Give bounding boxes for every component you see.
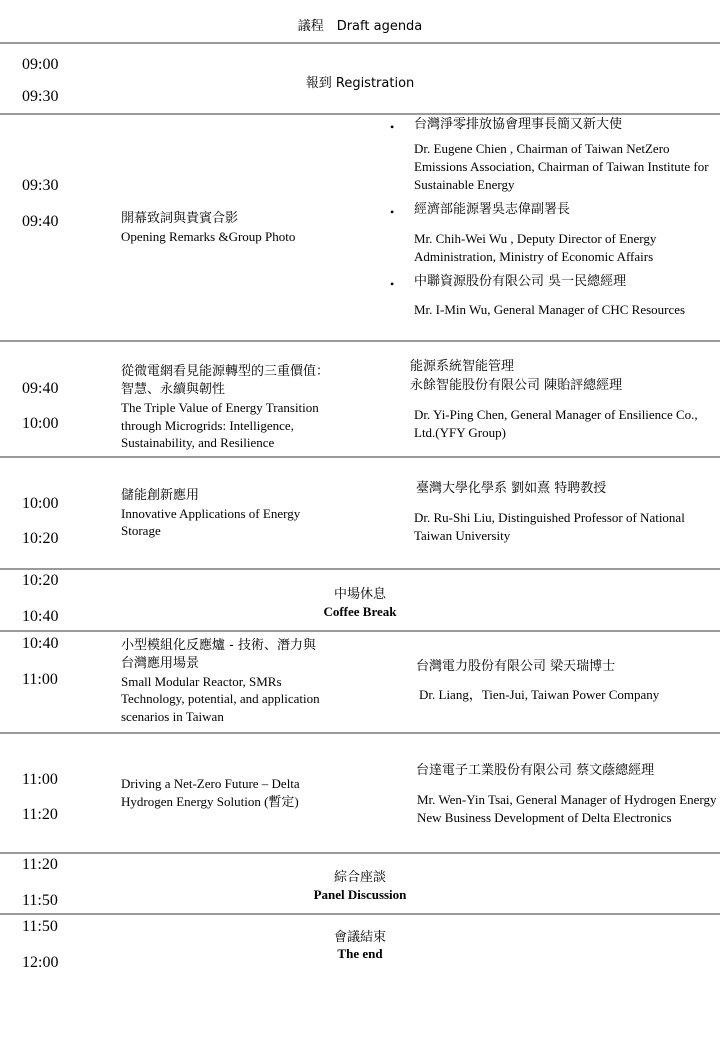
time-start: 10:40 xyxy=(22,635,59,652)
row-divider xyxy=(0,568,720,570)
time-end: 09:40 xyxy=(22,213,59,230)
speaker-name: 台達電子工業股份有限公司 蔡文蔭總經理 xyxy=(416,763,655,778)
session-title-zh: 中場休息 xyxy=(333,587,386,602)
speaker-desc: Dr. Ru-Shi Liu, Distinguished Professor of National Taiwan University xyxy=(414,510,685,543)
session-title-zh: 會議結束 xyxy=(333,930,386,945)
time-end: 11:50 xyxy=(22,892,58,909)
speaker-desc: Mr. Wen-Yin Tsai, General Manager of Hydrogen Energy New Business Development of Delta Electronics xyxy=(417,792,717,825)
session-title: 報到 Registration xyxy=(305,76,415,91)
time-end: 10:40 xyxy=(22,608,59,625)
row-divider xyxy=(0,852,720,854)
agenda-title: 議程 Draft agenda xyxy=(297,19,423,34)
topic-en: scenarios in Taiwan xyxy=(121,709,224,724)
speaker-desc: Dr. Yi-Ping Chen, General Manager of Ensilience Co., Ltd.(YFY Group) xyxy=(414,407,698,440)
time-end: 10:00 xyxy=(22,415,59,432)
time-start: 11:20 xyxy=(22,856,58,873)
time-end: 11:20 xyxy=(22,806,58,823)
speaker-desc: Dr. Eugene Chien , Chairman of Taiwan NetZero Emissions Association, Chairman of Taiwan Institute for Sustainable Energy xyxy=(414,141,709,192)
row-divider xyxy=(0,630,720,632)
speaker-name: 臺灣大學化學系 劉如熹 特聘教授 xyxy=(416,481,607,496)
time-end: 09:30 xyxy=(22,88,59,105)
row-divider xyxy=(0,913,720,915)
session-title-zh: 綜合座談 xyxy=(333,870,386,885)
topic-en: through Microgrids: Intelligence, xyxy=(121,418,294,433)
topic-en: Driving a Net-Zero Future – Delta xyxy=(121,776,300,791)
row-divider xyxy=(0,456,720,458)
speaker-desc: Mr. Chih-Wei Wu , Deputy Director of Energy Administration, Ministry of Economic Affairs xyxy=(414,231,657,264)
time-start: 11:50 xyxy=(22,918,58,935)
topic-zh: 智慧、永續與韌性 xyxy=(121,382,226,397)
topic-zh: 台灣應用場景 xyxy=(121,656,200,671)
row-divider xyxy=(0,340,720,342)
speaker-name: 能源系統智能管理 xyxy=(410,359,515,374)
topic-en: Technology, potential, and application xyxy=(121,691,320,706)
time-end: 11:00 xyxy=(22,671,58,688)
topic-zh: 小型模組化反應爐 - 技術、潛力與 xyxy=(121,638,316,653)
bullet-icon: • xyxy=(390,120,395,134)
time-start: 10:00 xyxy=(22,495,59,512)
time-end: 10:20 xyxy=(22,530,59,547)
speaker-desc: Dr. Liang，Tien-Jui, Taiwan Power Company xyxy=(419,687,660,702)
speaker-name: 永餘智能股份有限公司 陳貽評總經理 xyxy=(410,378,623,393)
speaker-name: 台灣電力股份有限公司 梁天瑞博士 xyxy=(416,659,616,674)
speaker-desc: Mr. I-Min Wu, General Manager of CHC Resources xyxy=(414,302,686,317)
speaker-name: 經濟部能源署吳志偉副署長 xyxy=(414,202,571,217)
topic-zh: 開幕致詞與貴賓合影 xyxy=(121,211,239,226)
time-start: 09:30 xyxy=(22,177,59,194)
speaker-name: 台灣淨零排放協會理事長簡又新大使 xyxy=(414,117,623,132)
row-divider xyxy=(0,42,720,44)
bullet-icon: • xyxy=(390,277,395,291)
session-title-en: The end xyxy=(337,946,383,961)
speaker-name: 中聯資源股份有限公司 吳一民總經理 xyxy=(414,274,627,289)
time-start: 09:00 xyxy=(22,56,59,73)
time-start: 10:20 xyxy=(22,572,59,589)
row-divider xyxy=(0,113,720,115)
topic-en: Storage xyxy=(121,523,161,538)
topic-zh: 從微電網看見能源轉型的三重價值： xyxy=(121,364,330,379)
session-title-en: Panel Discussion xyxy=(313,887,407,902)
topic-en: The Triple Value of Energy Transition xyxy=(121,400,319,415)
topic-zh: 儲能創新應用 xyxy=(121,488,200,503)
topic-en: Innovative Applications of Energy xyxy=(121,506,301,521)
bullet-icon: • xyxy=(390,205,395,219)
topic-en: Sustainability, and Resilience xyxy=(121,435,275,450)
session-title-en: Coffee Break xyxy=(323,604,397,619)
row-divider xyxy=(0,732,720,734)
topic-en: Opening Remarks &Group Photo xyxy=(121,229,296,244)
topic-en: Small Modular Reactor, SMRs xyxy=(121,674,282,689)
time-start: 09:40 xyxy=(22,380,59,397)
time-start: 11:00 xyxy=(22,771,58,788)
time-end: 12:00 xyxy=(22,954,59,971)
topic-en: Hydrogen Energy Solution (暫定) xyxy=(121,794,299,809)
